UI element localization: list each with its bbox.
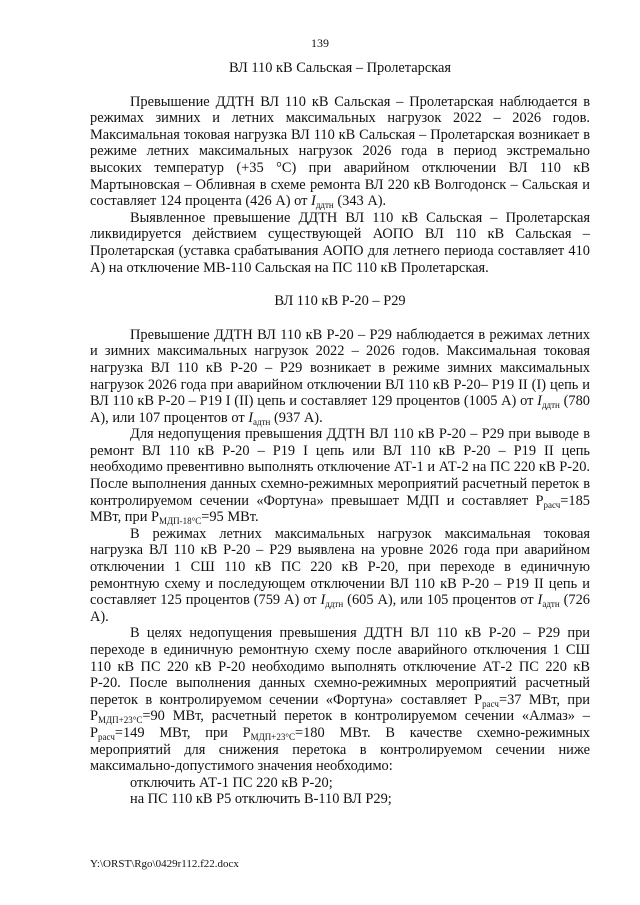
- paragraph: Для недопущения превышения ДДТН ВЛ 110 кВ Р-20 – Р29 при выводе в ремонт ВЛ 110 кВ Р-20 – Р19 I цепь или ВЛ 110 кВ Р-20 – Р19 II цепь необходимо превентивно выполнять отключение АТ-1 и АТ-2 на ПС 220 кВ Р-20. После выполнения данных схемно-режимных мероприятий расчетный переток в контролируемом сечении «Фортуна» превышает МДП и составляет $Р_{расч}=185$ МВт, при $Р_{МДП-18^\circ С}=95$ МВт.: [90, 426, 590, 527]
- list-item: отключить АТ-1 ПС 220 кВ Р-20;: [130, 774, 333, 791]
- page-number: 139: [311, 36, 329, 50]
- paragraph: В целях недопущения превышения ДДТН ВЛ 110 кВ Р-20 – Р29 при переходе в единичную ремонтную схему после аварийного отключения 1 СШ 110 кВ ПС 220 кВ Р-20 необходимо выполнять отключение АТ-2 ПС 220 кВ Р-20. После выполнения данных схемно-режимных мероприятий расчетный переток в контролируемом сечении «Фортуна» составляет $Р_{расч}=37$ МВт, при $Р_{МДП+23^\circ С}=90$ МВт, расчетный переток в контролируемом сечении «Алмаз» – $Р_{расч}=149$ МВт, при $Р_{МДП+23^\circ С}=180$ МВт. В качестве схемно-режимных мероприятий для снижения перетока в контролируемом сечении ниже максимально-допустимого значения необходимо:: [90, 625, 590, 775]
- list-item: на ПС 110 кВ Р5 отключить В-110 ВЛ Р29;: [130, 791, 392, 808]
- paragraph: В режимах летних максимальных нагрузок максимальная токовая нагрузка ВЛ 110 кВ Р-20 – Р29 выявлена на уровне 2026 года при аварийном отключении 1 СШ 110 кВ ПС 220 кВ Р-20, при переходе в единичную ремонтную схему и последующем отключении ВЛ 110 кВ Р-20 – Р19 II цепь и составляет 125 процентов (759 А) от $I_{ддтн}$ (605 А), или 105 процентов от $I_{адтн}$ (726 А).: [90, 525, 590, 625]
- file-path-footer: Y:\ORST\Rgo\0429r112.f22.docx: [90, 858, 239, 870]
- section-heading-salskaya: ВЛ 110 кВ Сальская – Пролетарская: [228, 60, 452, 76]
- paragraph: Выявленное превышение ДДТН ВЛ 110 кВ Сальская – Пролетарская ликвидируется действием существующей АОПО ВЛ 110 кВ Сальская – Пролетарская (уставка срабатывания АОПО для летнего периода составляет 410 А) на отключение МВ-110 Сальская на ПС 110 кВ Пролетарская.: [90, 209, 590, 276]
- paragraph: Превышение ДДТН ВЛ 110 кВ Р-20 – Р29 наблюдается в режимах летних и зимних максимальных нагрузок 2022 – 2026 годов. Максимальная токовая нагрузка ВЛ 110 кВ Р-20 – Р29 возникает в режиме зимних максимальных нагрузок 2026 года при аварийном отключении ВЛ 110 кВ Р-20– Р19 II (I) цепь и ВЛ 110 кВ Р-20 – Р19 I (II) цепь и составляет 129 процентов (1005 А) от $I_{ддтн}$ (780 А), или 107 процентов от $I_{адтн}$ (937 А).: [90, 326, 590, 427]
- document-body: [90, 60, 590, 808]
- section-heading-r20-r29: ВЛ 110 кВ Р-20 – Р29: [274, 293, 406, 310]
- paragraph: Превышение ДДТН ВЛ 110 кВ Сальская – Пролетарская наблюдается в режимах зимних и летних максимальных нагрузок 2022 – 2026 годов. Максимальная токовая нагрузка ВЛ 110 кВ Сальская – Пролетарская возникает в режиме летних максимальных нагрузок 2026 года в период экстремально высоких температур (+35 °С) при аварийном отключении ВЛ 110 кВ Мартыновская – Обливная в схеме ремонта ВЛ 220 кВ Волгодонск – Сальская и составляет 124 процента (426 А) от $I_{ддтн}$ (343 А).: [90, 93, 590, 211]
